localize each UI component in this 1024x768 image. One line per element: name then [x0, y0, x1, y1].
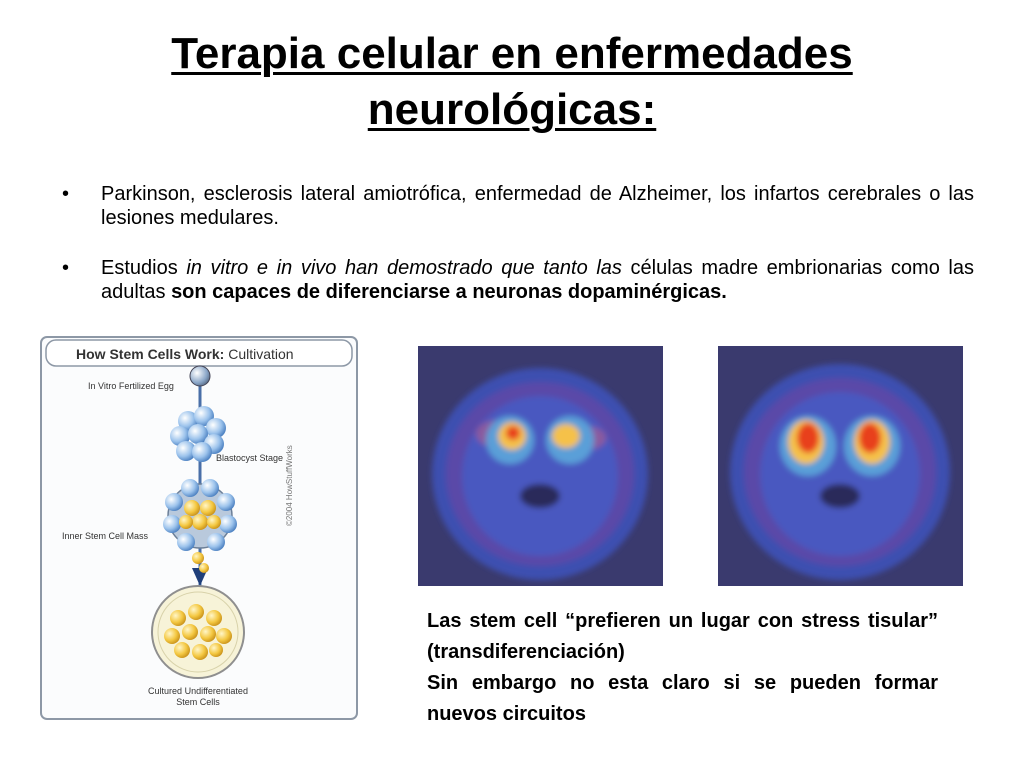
bullet-text-part: células madre embrionarias como las adultas — [101, 257, 974, 303]
bullet-text-italic: in vitro e in vivo han demostrado que tanto las — [186, 257, 622, 279]
note-line-2: Sin embargo no esta claro si se pueden formar nuevos circuitos — [427, 672, 938, 725]
blastocyst-label: Blastocyst Stage — [216, 453, 284, 463]
copyright-text: ©2004 HowStuffWorks — [285, 445, 294, 526]
bullet-item — [62, 256, 974, 304]
bullet-text: Parkinson, esclerosis lateral amiotrófica, enfermedad de Alzheimer, los infartos cerebrales o las lesiones medulares. — [101, 183, 974, 229]
egg-label: In Vitro Fertilized Egg — [88, 381, 174, 391]
bullet-marker: • — [62, 183, 70, 205]
figure-header: How Stem Cells Work: Cultivation — [76, 346, 294, 362]
cultured-label: Stem Cells — [176, 697, 220, 707]
brain-scan-image-right — [718, 346, 963, 586]
bullet-text-part: Estudios — [101, 257, 187, 279]
culture-dish-icon — [152, 586, 244, 678]
bullet-marker: • — [62, 257, 70, 279]
inner-mass-label: Inner Stem Cell Mass — [62, 531, 149, 541]
fertilized-egg-icon — [190, 366, 210, 386]
bullet-list — [62, 182, 974, 304]
title-line-2: neurológicas: — [367, 85, 657, 134]
bullet-item — [62, 182, 974, 230]
stem-cell-cultivation-figure — [40, 336, 358, 720]
note-text — [427, 606, 938, 730]
note-line-1: Las stem cell “prefieren un lugar con stress tisular” (transdiferenciación) — [427, 610, 938, 663]
bullet-text-bold: son capaces de diferenciarse a neuronas dopaminérgicas. — [171, 281, 727, 303]
title-line-1: Terapia celular en enfermedades — [171, 29, 853, 78]
slide-title — [0, 26, 1024, 138]
brain-scan-image-left — [418, 346, 663, 586]
cultured-label: Cultured Undifferentiated — [148, 686, 248, 696]
